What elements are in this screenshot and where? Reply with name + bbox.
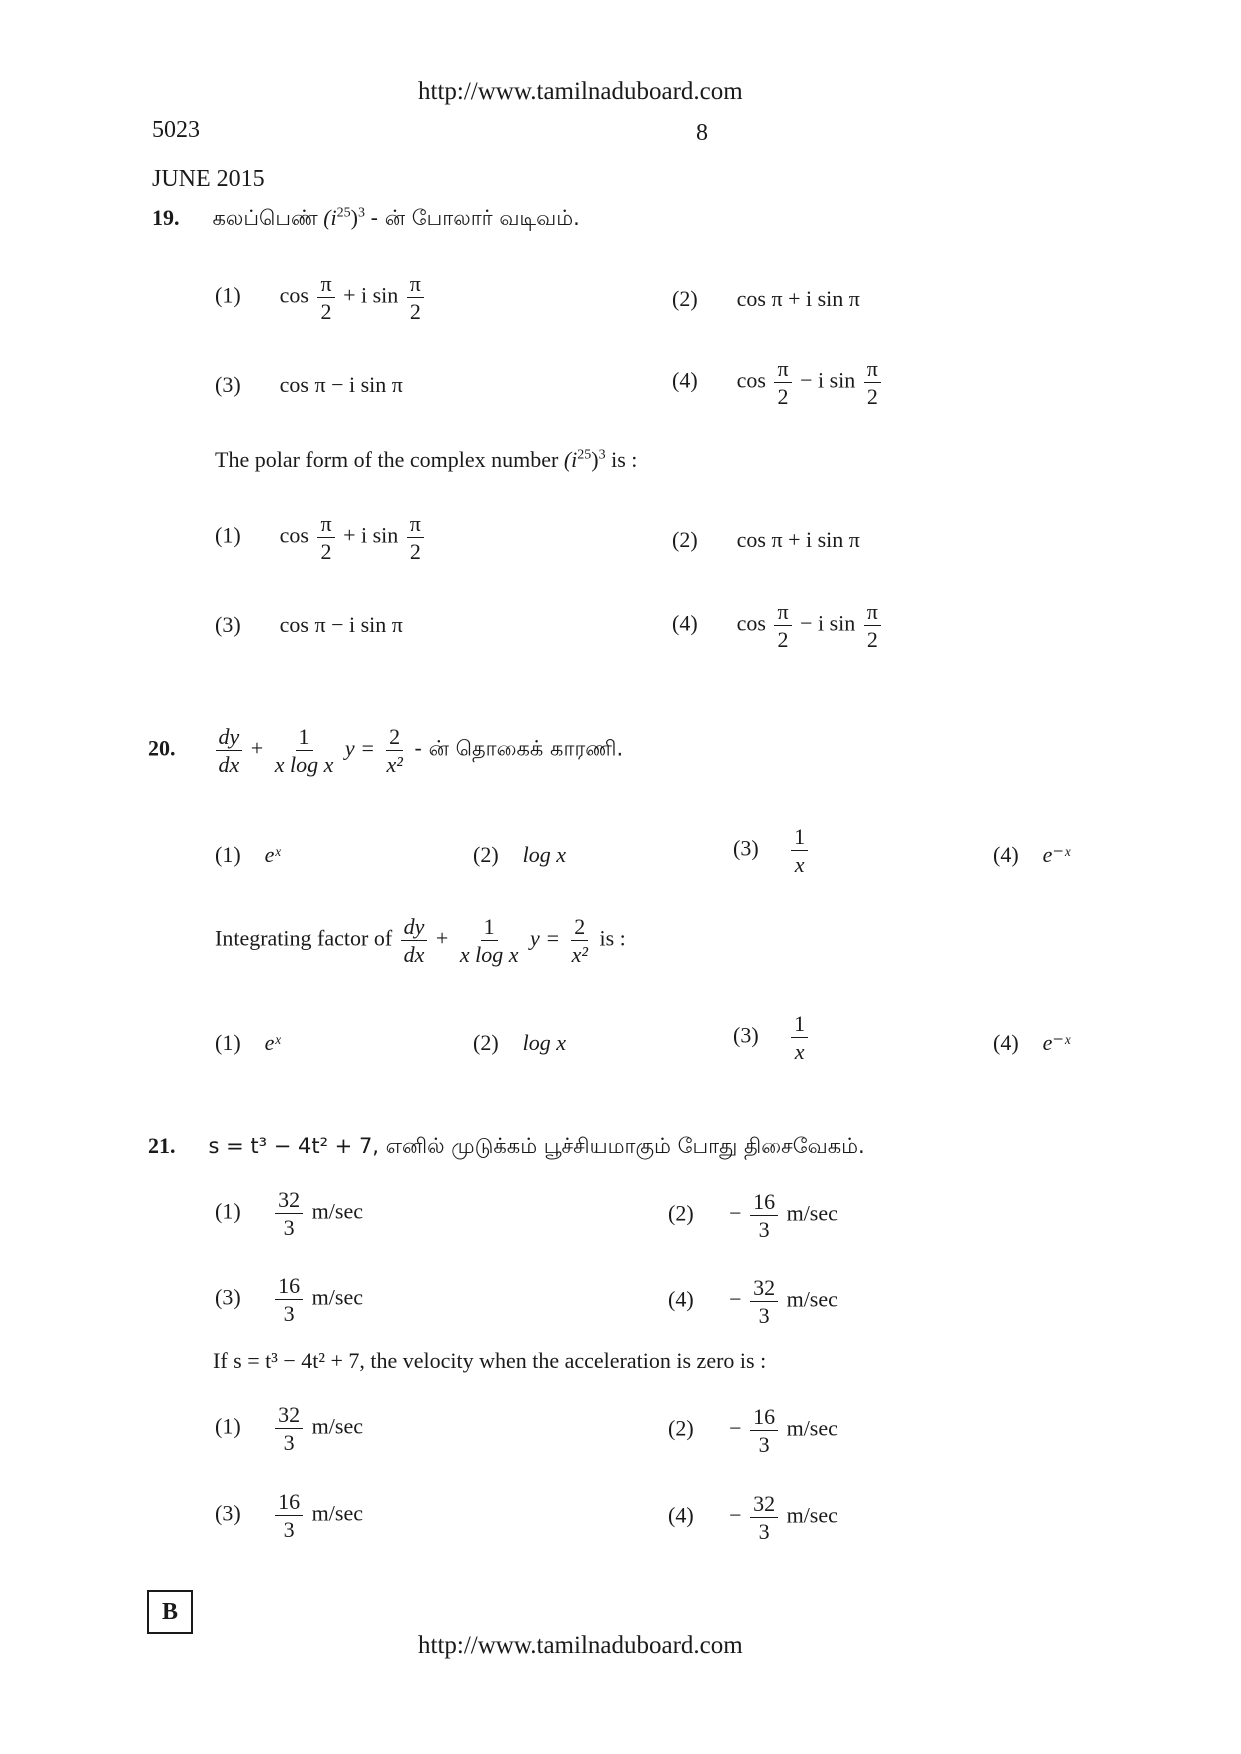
header-url: http://www.tamilnaduboard.com [418,78,743,105]
q20-e-opt2: (2) log x [473,1030,567,1055]
q20-e-opt3: (3) $\frac{1}{x}$ [733,1012,811,1063]
q21-e-opt2: (2) − $\frac{16}{3}$ m/sec [668,1404,838,1458]
q19-expression: $(i^{25})^3$ [323,205,365,230]
q21-tamil-stem: 21. s = t³ − 4t² + 7, எனில் முடுக்கம் பூச்சியமாகும் போது திசைவேகம். [148,1133,865,1158]
q21-t-opt4: (4) − $\frac{32}{3}$ m/sec [668,1275,838,1329]
q19-t-opt1: (1) cos $\frac{\pi}{2}$ + i sin $\frac{\pi}{2}$ [215,272,427,323]
q21-e-opt1: (1) $\frac{32}{3}$ m/sec [215,1402,363,1456]
q20-e-opt4: (4) e⁻ˣ [993,1030,1071,1055]
q20-t-opt1: (1) eˣ [215,842,281,867]
q19-t-opt4: (4) cos $\frac{\pi}{2}$ − i sin $\frac{\pi}{2}$ [672,357,884,408]
q19-tamil-prefix: கலப்பெண் [212,206,318,230]
footer-url: http://www.tamilnaduboard.com [418,1632,743,1659]
q19-number: 19. [152,205,180,230]
q20-tamil-stem: 20. $\frac{dy}{dx}$ + $\frac{1}{\text{x log x}}$ y = $\frac{2}{\text{x²}}$ - ன் தொகைக் காரணி. [148,724,624,778]
q19-e-opt2: (2) cos π + i sin π [672,527,860,552]
q19-t-opt2: (2) cos π + i sin π [672,286,860,311]
q19-e-opt1: (1) cos $\frac{\pi}{2}$ + i sin $\frac{\pi}{2}$ [215,512,427,563]
q19-english-stem: The polar form of the complex number $(i^{25})^3$ is : [215,447,638,472]
q21-e-opt4: (4) − $\frac{32}{3}$ m/sec [668,1491,838,1545]
q21-english-stem: If s = t³ − 4t² + 7, the velocity when the acceleration is zero is : [213,1348,767,1373]
q19-e-opt4: (4) cos $\frac{\pi}{2}$ − i sin $\frac{\pi}{2}$ [672,600,884,651]
q21-e-opt3: (3) $\frac{16}{3}$ m/sec [215,1489,363,1543]
q20-english-stem: Integrating factor of $\frac{dy}{dx}$ + $\frac{1}{\text{x log x}}$ y = $\frac{2}{\text{x²}}$ is : [215,914,626,968]
q20-e-opt1: (1) eˣ [215,1030,281,1055]
q20-t-opt3: (3) $\frac{1}{x}$ [733,825,811,876]
q21-t-opt3: (3) $\frac{16}{3}$ m/sec [215,1273,363,1327]
q20-t-opt4: (4) e⁻ˣ [993,842,1071,867]
q20-number: 20. [148,735,176,761]
q19-e-opt3: (3) cos π − i sin π [215,612,403,637]
q21-number: 21. [148,1133,176,1158]
q21-t-opt1: (1) $\frac{32}{3}$ m/sec [215,1187,363,1241]
q19-tamil-suffix: - ன் போலார் வடிவம். [370,206,580,230]
booklet-code-box: B [147,1590,193,1634]
paper-code: 5023 [152,117,200,143]
q19-tamil-stem [152,205,580,233]
q19-t-opt3: (3) cos π − i sin π [215,372,403,397]
q20-t-opt2: (2) log x [473,842,567,867]
q21-t-opt2: (2) − $\frac{16}{3}$ m/sec [668,1189,838,1243]
session-label: JUNE 2015 [152,166,265,192]
page-number: 8 [696,120,708,146]
